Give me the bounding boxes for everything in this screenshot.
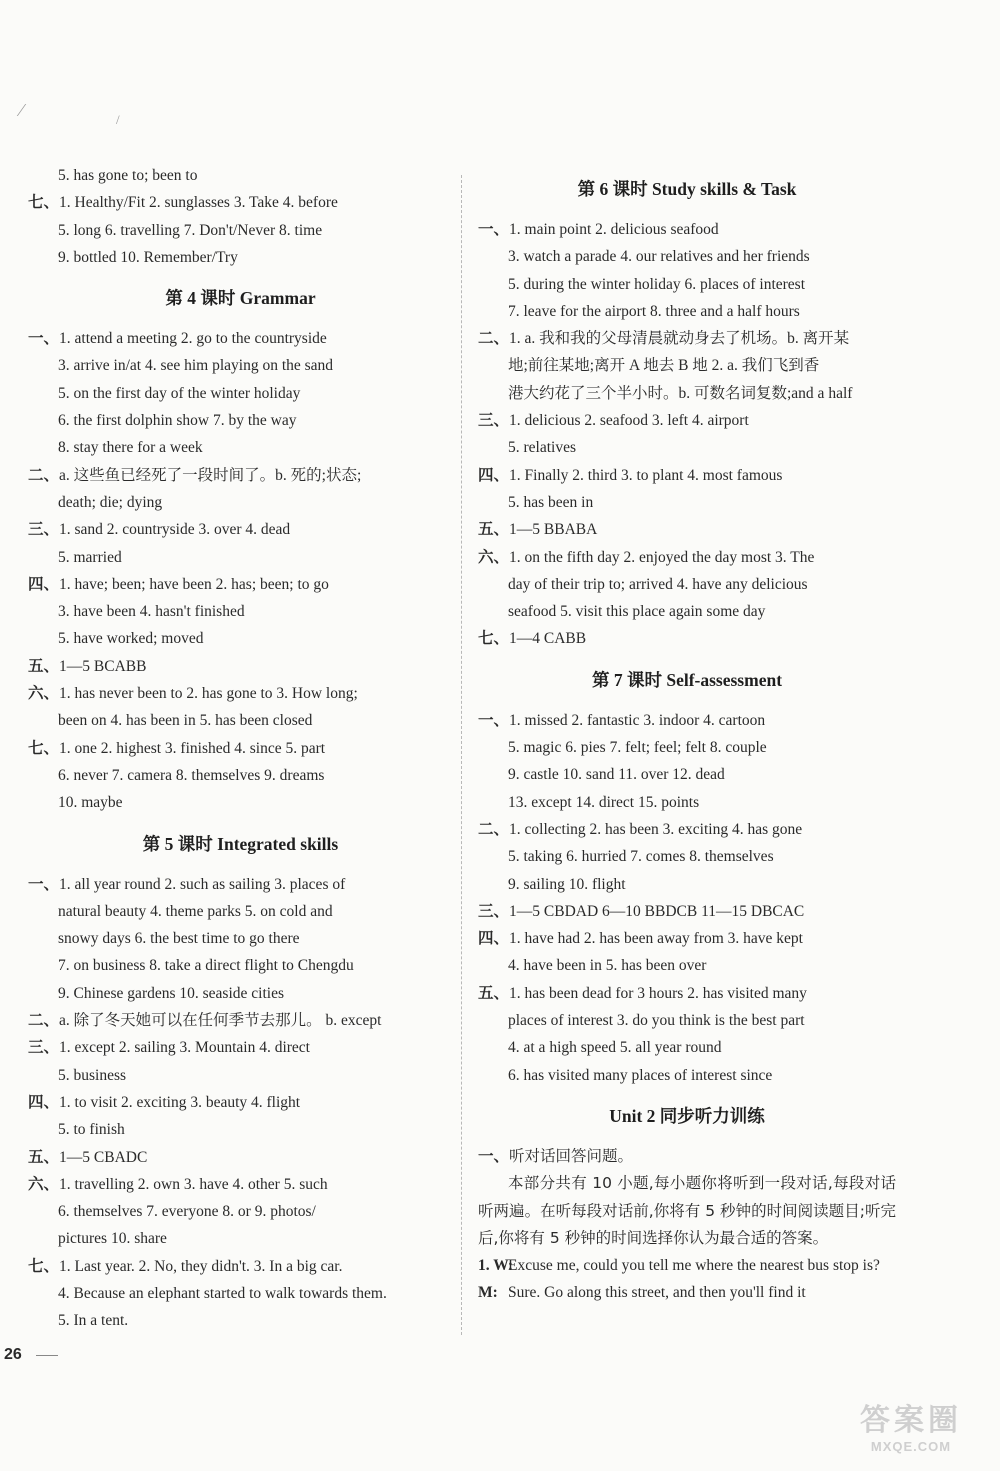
answer-line: [28, 189, 453, 216]
scan-mark: /: [116, 112, 120, 127]
section-heading: 第 7 课时 Self-assessment: [591, 669, 783, 690]
section-number: 三、: [28, 1039, 60, 1057]
section-number: 一、: [478, 1147, 510, 1165]
section-number: 二、: [28, 1012, 60, 1030]
section-heading: 第 6 课时 Study skills & Task: [577, 179, 797, 199]
answer-text: 3. have been 4. hasn't finished: [58, 603, 245, 621]
answer-text: 5. taking 6. hurried 7. comes 8. themselves: [508, 848, 774, 866]
section-number: 二、: [28, 466, 60, 484]
answer-text: natural beauty 4. theme parks 5. on cold and: [58, 902, 333, 920]
answer-line: [478, 1062, 896, 1089]
dialog-text: Sure. Go along this street, and then you'll find it: [508, 1284, 806, 1302]
answer-line: [28, 217, 453, 244]
answer-text: places of interest 3. do you think is the best part: [508, 1012, 805, 1030]
answer-text: 4. at a high speed 5. all year round: [508, 1039, 722, 1057]
answer-line: [28, 762, 453, 789]
answer-text: 1—5 CBADC: [59, 1148, 148, 1166]
answer-text: 1. all year round 2. such as sailing 3. places of: [59, 875, 346, 893]
answer-text: 1. Healthy/Fit 2. sunglasses 3. Take 4. before: [59, 194, 338, 212]
answer-line: [478, 544, 896, 571]
answer-line: [478, 871, 896, 898]
answer-text: 5. to finish: [58, 1121, 125, 1139]
answer-text: 9. bottled 10. Remember/Try: [58, 248, 238, 266]
answer-text: 1. have; been; have been 2. has; been; to go: [59, 575, 329, 593]
answer-line: [478, 407, 896, 434]
answer-text: 3. watch a parade 4. our relatives and her friends: [508, 248, 810, 266]
answer-text: day of their trip to; arrived 4. have any delicious: [508, 575, 808, 593]
answer-text: 4. have been in 5. has been over: [508, 957, 707, 975]
section-number: 三、: [478, 412, 510, 430]
section-number: 三、: [478, 902, 510, 920]
answer-text: 4. Because an elephant started to walk towards them.: [58, 1284, 387, 1302]
answer-line: [478, 462, 896, 489]
answer-text: 5. business: [58, 1066, 127, 1084]
answer-text: 1. travelling 2. own 3. have 4. other 5. such: [59, 1175, 328, 1193]
answer-text: 1. sand 2. countryside 3. over 4. dead: [59, 521, 291, 539]
dialog-line: [478, 1252, 896, 1279]
answer-line: [28, 1089, 453, 1116]
answer-text: 1. to visit 2. exciting 3. beauty 4. flight: [59, 1093, 301, 1111]
answer-line: [478, 734, 896, 761]
answer-line: [478, 298, 896, 325]
watermark-url: MXQE.COM: [870, 1439, 952, 1454]
answer-line: [478, 243, 896, 270]
answer-line: [28, 653, 453, 680]
answer-line: [478, 952, 896, 979]
answer-line: [28, 925, 453, 952]
answer-text: 1. a. 我和我的父母清晨就动身去了机场。b. 离开某: [509, 330, 850, 348]
answer-text: 1. main point 2. delicious seafood: [509, 221, 719, 238]
section-number: 五、: [478, 521, 510, 539]
answer-line: [28, 489, 453, 516]
section-number: 四、: [28, 575, 60, 593]
answer-line: [478, 571, 896, 598]
answer-text: 1. except 2. sailing 3. Mountain 4. direct: [59, 1039, 310, 1057]
answer-text: 3. arrive in/at 4. see him playing on the sand: [58, 357, 334, 375]
section-heading: 第 4 课时 Grammar: [165, 288, 316, 309]
answer-text: 1. Finally 2. third 3. to plant 4. most famous: [509, 466, 783, 484]
answer-line: [478, 352, 896, 379]
answer-text: 1. have had 2. has been away from 3. have kept: [509, 930, 803, 948]
section-number: 六、: [28, 685, 60, 703]
answer-line: [478, 434, 896, 461]
answer-text: 6. the first dolphin show 7. by the way: [58, 412, 297, 430]
section-number: 四、: [478, 930, 510, 948]
answer-text: a. 除了冬天她可以在任何季节去那儿。 b. except: [59, 1012, 382, 1030]
answer-line: [478, 598, 896, 625]
answer-line: [478, 1007, 896, 1034]
answer-text: 1—4 CABB: [509, 630, 587, 648]
answer-text: 1. has been dead for 3 hours 2. has visited many: [509, 984, 807, 1002]
answer-line: [28, 707, 453, 734]
answer-line: [478, 516, 896, 543]
answer-line: [478, 271, 896, 298]
answer-line: [478, 980, 896, 1007]
answer-text: 5. long 6. travelling 7. Don't/Never 8. time: [58, 221, 323, 239]
answer-line: [28, 1034, 453, 1061]
answer-line: [478, 325, 896, 352]
section-number: 六、: [28, 1175, 60, 1193]
watermark-logo: 答案圈: [860, 1403, 962, 1438]
speaker-label: M:: [478, 1284, 498, 1302]
answer-text: 7. leave for the airport 8. three and a half hours: [508, 302, 800, 320]
answer-line: [28, 244, 453, 271]
answer-text: 1—5 BBABA: [509, 521, 598, 539]
answer-line: [478, 1034, 896, 1061]
answer-text: 5. during the winter holiday 6. places of interest: [508, 275, 806, 293]
answer-line: [28, 1007, 453, 1034]
section-number: 一、: [478, 711, 510, 729]
section-number: 二、: [478, 330, 510, 348]
answer-text: 1. attend a meeting 2. go to the countryside: [59, 330, 327, 348]
instruction-paragraph: 本部分共有 10 小题,每小题你将听到一段对话,每段对话听两遍。在听每段对话前,你将有 5 秒钟的时间阅读题目;听完后,你将有 5 秒钟的时间选择你认为最合适的答案。: [478, 1174, 896, 1247]
answer-text: 9. castle 10. sand 11. over 12. dead: [508, 766, 725, 784]
left-column: [28, 162, 453, 1335]
answer-line: [28, 380, 453, 407]
answer-line: [478, 816, 896, 843]
section-number: 五、: [28, 657, 60, 675]
answer-text: snowy days 6. the best time to go there: [58, 930, 300, 948]
answer-line: [28, 516, 453, 543]
column-divider: [461, 175, 462, 1335]
answer-line: [28, 571, 453, 598]
answer-text: 5. married: [58, 548, 122, 566]
answer-line: [28, 325, 453, 352]
answer-text: 1. Last year. 2. No, they didn't. 3. In a big car.: [59, 1257, 343, 1275]
answer-text: 5. has gone to; been to: [58, 167, 198, 184]
answer-text: 1—5 BCABB: [59, 657, 147, 675]
answer-text: 1. missed 2. fantastic 3. indoor 4. cartoon: [509, 711, 766, 729]
answer-text: 6. has visited many places of interest since: [508, 1066, 773, 1084]
dialog-line: [478, 1279, 896, 1306]
answer-line: [28, 1062, 453, 1089]
answer-line: [478, 625, 896, 652]
section-number: 二、: [478, 820, 510, 838]
answer-text: 5. has been in: [508, 493, 594, 511]
answer-line: [28, 1225, 453, 1252]
answer-line: [478, 1143, 896, 1170]
answer-line: [478, 843, 896, 870]
answer-line: [28, 162, 453, 189]
answer-line: [478, 216, 896, 243]
answer-text: 听对话回答问题。: [509, 1147, 634, 1165]
answer-text: 5. relatives: [508, 439, 577, 457]
section-number: 五、: [28, 1148, 60, 1166]
section-number: 一、: [478, 221, 510, 238]
answer-line: [28, 625, 453, 652]
answer-line: [28, 952, 453, 979]
answer-line: [478, 489, 896, 516]
answer-text: pictures 10. share: [58, 1230, 167, 1248]
answer-text: 1. collecting 2. has been 3. exciting 4. has gone: [509, 820, 803, 838]
answer-line: [28, 871, 453, 898]
answer-line: [478, 761, 896, 788]
section-number: 四、: [28, 1093, 60, 1111]
section-number: 六、: [478, 548, 510, 566]
section-number: 七、: [28, 1257, 60, 1275]
answer-text: 9. sailing 10. flight: [508, 875, 626, 893]
scan-mark: ⁄: [20, 100, 24, 120]
answer-line: [478, 380, 896, 407]
answer-line: [28, 1116, 453, 1143]
answer-text: 7. on business 8. take a direct flight to Chengdu: [58, 957, 354, 975]
answer-text: 5. magic 6. pies 7. felt; feel; felt 8. couple: [508, 739, 767, 757]
section-number: 一、: [28, 330, 60, 348]
answer-line: [28, 598, 453, 625]
page-number-rule: [36, 1355, 58, 1356]
section-heading: Unit 2 同步听力训练: [609, 1105, 765, 1126]
answer-line: [28, 1253, 453, 1280]
section-number: 三、: [28, 521, 60, 539]
speaker-label: 1. W:: [478, 1257, 514, 1275]
answer-text: seafood 5. visit this place again some day: [508, 603, 766, 621]
answer-line: [28, 544, 453, 571]
section-number: 七、: [28, 194, 60, 212]
dialog-text: Excuse me, could you tell me where the nearest bus stop is?: [508, 1257, 880, 1275]
answer-text: been on 4. has been in 5. has been closed: [58, 712, 313, 730]
section-number: 五、: [478, 984, 510, 1002]
answer-text: death; die; dying: [58, 493, 163, 511]
section-number: 一、: [28, 875, 60, 893]
answer-line: [28, 980, 453, 1007]
page-number: 26: [4, 1346, 22, 1363]
watermark: [836, 1395, 986, 1457]
answer-line: [478, 789, 896, 816]
answer-text: 港大约花了三个半小时。b. 可数名词复数;and a half: [508, 384, 853, 402]
answer-line: [28, 1171, 453, 1198]
answer-text: 6. themselves 7. everyone 8. or 9. photos/: [58, 1203, 316, 1221]
answer-text: 1. has never been to 2. has gone to 3. How long;: [59, 685, 358, 703]
answer-line: [28, 1198, 453, 1225]
answer-line: [28, 789, 453, 816]
section-number: 七、: [28, 739, 60, 757]
answer-text: 9. Chinese gardens 10. seaside cities: [58, 984, 284, 1002]
answer-text: a. 这些鱼已经死了一段时间了。b. 死的;状态;: [59, 466, 362, 484]
answer-text: 10. maybe: [58, 794, 123, 812]
answer-line: [28, 1307, 453, 1334]
section-number: 四、: [478, 466, 510, 484]
answer-line: [28, 898, 453, 925]
section-heading: 第 5 课时 Integrated skills: [142, 833, 339, 854]
answer-text: 地;前往某地;离开 A 地去 B 地 2. a. 我们飞到香: [508, 357, 820, 375]
answer-text: 13. except 14. direct 15. points: [508, 793, 700, 811]
section-number: 七、: [478, 630, 510, 648]
answer-line: [28, 352, 453, 379]
answer-line: [28, 1280, 453, 1307]
answer-text: 1. delicious 2. seafood 3. left 4. airport: [509, 412, 749, 430]
answer-text: 1. one 2. highest 3. finished 4. since 5. part: [59, 739, 326, 757]
answer-text: 1. on the fifth day 2. enjoyed the day most 3. The: [509, 548, 815, 566]
answer-text: 5. on the first day of the winter holiday: [58, 384, 301, 402]
answer-text: 5. have worked; moved: [58, 630, 204, 648]
answer-text: 6. never 7. camera 8. themselves 9. dreams: [58, 766, 325, 784]
answer-text: 1—5 CBDAD 6—10 BBDCB 11—15 DBCAC: [509, 902, 805, 920]
right-column: [478, 162, 896, 1307]
answer-text: 5. In a tent.: [58, 1312, 129, 1330]
answer-line: [478, 925, 896, 952]
answer-line: [478, 898, 896, 925]
answer-line: [28, 407, 453, 434]
answer-line: [28, 434, 453, 461]
answer-line: [28, 680, 453, 707]
answer-line: [28, 735, 453, 762]
answer-text: 8. stay there for a week: [58, 439, 203, 457]
answer-line: [28, 462, 453, 489]
answer-line: [28, 1144, 453, 1171]
answer-line: [478, 707, 896, 734]
